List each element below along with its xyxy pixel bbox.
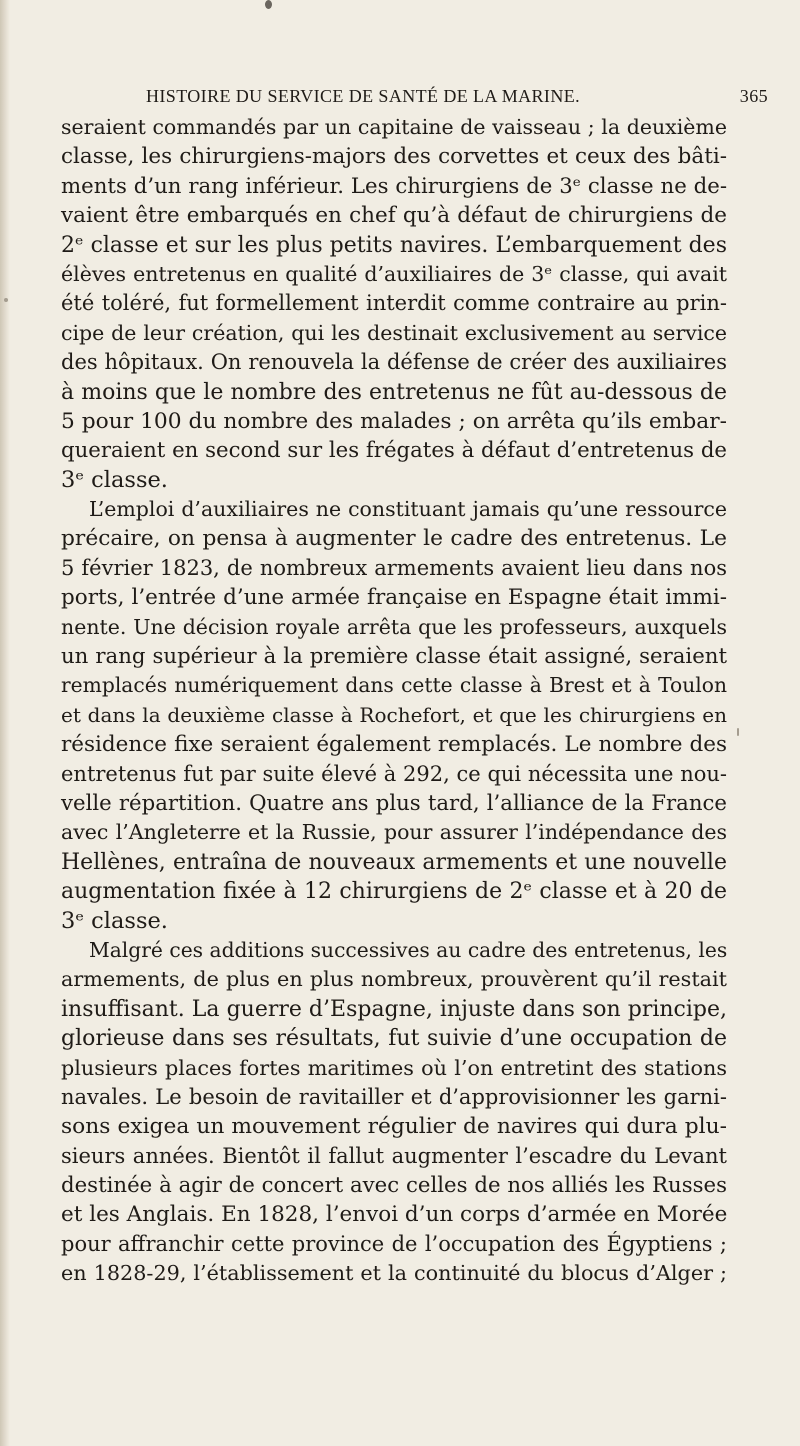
ink-dot xyxy=(265,0,272,9)
text-line: armements, de plus en plus nombreux, prouvèrent qu’il restait xyxy=(61,967,727,992)
header-title: HISTOIRE DU SERVICE DE SANTÉ DE LA MARINE. xyxy=(146,86,581,106)
text-line: 3ᵉ classe. xyxy=(61,907,168,934)
text-line: Malgré ces additions successives au cadre des entretenus, les xyxy=(89,937,728,962)
text-line: à moins que le nombre des entretenus ne fût au-dessous de xyxy=(61,379,727,405)
text-line: 5 février 1823, de nombreux armements avaient lieu dans nos xyxy=(61,555,727,580)
text-line: insuffisant. La guerre d’Espagne, injuste dans son principe, xyxy=(61,996,727,1022)
text-line: résidence fixe seraient également remplacés. Le nombre des xyxy=(61,732,727,758)
page-number: 365 xyxy=(739,86,768,106)
text-line: velle répartition. Quatre ans plus tard, l’alliance de la France xyxy=(61,790,727,816)
text-line: sieurs années. Bientôt il fallut augmenter l’escadre du Levant xyxy=(61,1143,727,1168)
text-line: entretenus fut par suite élevé à 292, ce qui nécessita une nou- xyxy=(61,761,727,786)
text-line: ments d’un rang inférieur. Les chirurgiens de 3ᵉ classe ne de- xyxy=(61,173,727,199)
text-line: avec l’Angleterre et la Russie, pour assurer l’indépendance des xyxy=(61,820,727,845)
text-line: sons exigea un mouvement régulier de navires qui dura plu- xyxy=(61,1114,727,1140)
text-line: remplacés numériquement dans cette classe à Brest et à Toulon xyxy=(61,673,727,698)
text-line: et les Anglais. En 1828, l’envoi d’un corps d’armée en Morée xyxy=(61,1202,728,1228)
text-line: précaire, on pensa à augmenter le cadre des entretenus. Le xyxy=(61,526,727,552)
text-line: cipe de leur création, qui les destinait exclusivement au service xyxy=(61,320,727,345)
text-line: été toléré, fut formellement interdit comme contraire au prin- xyxy=(61,291,727,316)
text-line: nente. Une décision royale arrêta que les professeurs, auxquels xyxy=(61,614,727,639)
running-header xyxy=(146,86,768,110)
text-line: seraient commandés par un capitaine de vaisseau ; la deuxième xyxy=(61,115,727,139)
text-line: Hellènes, entraîna de nouveaux armements et une nouvelle xyxy=(61,849,727,875)
text-line: 3ᵉ classe. xyxy=(61,466,168,493)
paper-speck xyxy=(737,728,739,736)
text-line: classe, les chirurgiens-majors des corvettes et ceux des bâti- xyxy=(61,144,727,170)
text-line: ports, l’entrée d’une armée française en Espagne était immi- xyxy=(61,585,727,611)
text-line: des hôpitaux. On renouvela la défense de créer des auxiliaires xyxy=(61,350,727,375)
page-edge xyxy=(0,0,10,1446)
text-line: queraient en second sur les frégates à défaut d’entretenus de xyxy=(61,438,727,464)
text-line: en 1828-29, l’établissement et la continuité du blocus d’Alger ; xyxy=(61,1261,727,1286)
text-line: plusieurs places fortes maritimes où l’on entretint des stations xyxy=(61,1055,727,1080)
text-line: 5 pour 100 du nombre des malades ; on arrêta qu’ils embar- xyxy=(61,408,727,434)
text-line: pour affranchir cette province de l’occupation des Égyptiens ; xyxy=(61,1231,727,1256)
paper-speck xyxy=(4,298,8,302)
text-line: destinée à agir de concert avec celles de nos alliés les Russes xyxy=(61,1173,727,1199)
text-line: glorieuse dans ses résultats, fut suivie d’une occupation de xyxy=(61,1026,727,1052)
text-line: un rang supérieur à la première classe était assigné, seraient xyxy=(61,644,727,670)
text-line: augmentation fixée à 12 chirurgiens de 2ᵉ classe et à 20 de xyxy=(61,879,727,905)
text-line: navales. Le besoin de ravitailler et d’approvisionner les garni- xyxy=(61,1084,727,1109)
text-line: 2ᵉ classe et sur les plus petits navires. L’embarquement des xyxy=(61,232,727,258)
text-line: et dans la deuxième classe à Rochefort, et que les chirurgiens en xyxy=(61,702,727,727)
text-line: élèves entretenus en qualité d’auxiliaires de 3ᵉ classe, qui avait xyxy=(61,261,727,286)
text-line: vaient être embarqués en chef qu’à défaut de chirurgiens de xyxy=(61,203,727,229)
body-text xyxy=(61,113,727,1289)
text-line: L’emploi d’auxiliaires ne constituant jamais qu’une ressource xyxy=(89,497,727,522)
